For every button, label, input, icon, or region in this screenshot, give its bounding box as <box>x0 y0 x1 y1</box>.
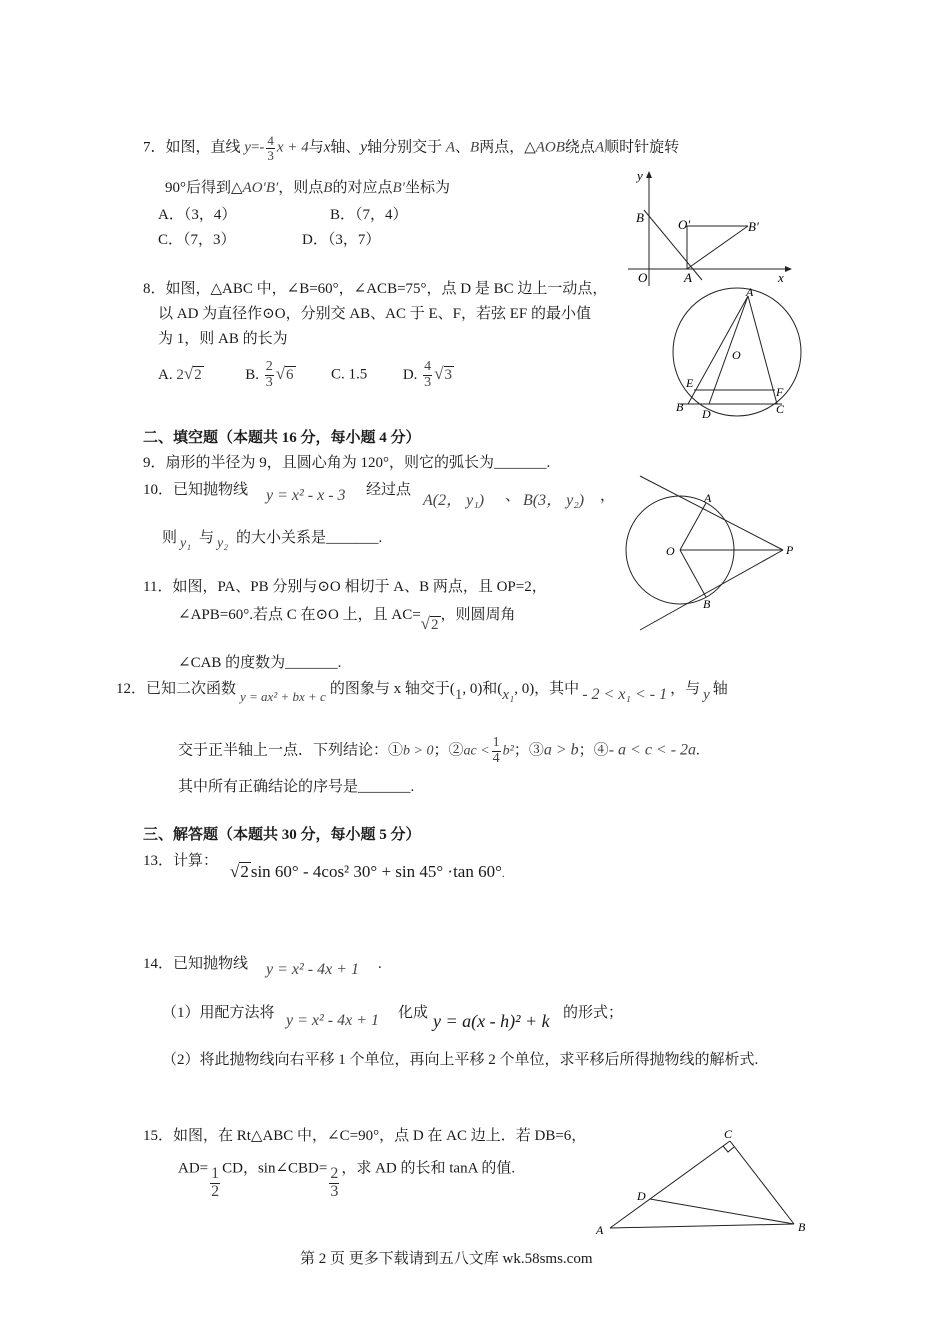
q14-label: 14．已知抛物线 <box>143 956 249 972</box>
q12-line3: 其中所有正确结论的序号是_______. <box>178 779 415 795</box>
q7-line1: 7．如图，直线 y=- $\frac{4}{3}$ x + 4与x轴、y轴分别交于 A、B两点，△AOB绕点A顺时针旋转 <box>143 133 680 163</box>
q13-label: 13．计算： <box>143 853 219 869</box>
q10-line1: 10．已知抛物线 <box>143 482 249 498</box>
q12-line1: 12．已知二次函数 y = ax² + bx + c 的图象与 x 轴交于(1, 0)和(x₁, 0)，其中 - 2 < x₁ < - 1 ，与 y 轴 <box>116 681 728 704</box>
q7-number: 7． <box>143 139 166 156</box>
q15-line2: AD= $\frac{1}{2}$ CD，sin∠CBD= $\frac{2}{3}$ ，求 AD 的长和 tanA 的值. <box>178 1160 516 1200</box>
q8-line1: 8．如图，△ABC 中，∠B=60°，∠ACB=75°，点 D 是 BC 边上一动点， <box>143 281 608 297</box>
q15-line1: 15．如图，在 Rt△ABC 中，∠C=90°，点 D 在 AC 边上．若 DB=6， <box>143 1128 587 1144</box>
q11-fig-a: A <box>704 491 712 505</box>
q11-fig-b: B <box>703 597 711 611</box>
q7-option-b: B．（7，4） <box>330 207 408 223</box>
q7-option-d: D．（3，7） <box>302 232 381 248</box>
q15-fig-b: B <box>798 1220 806 1234</box>
q8-fig-a: A <box>746 285 754 299</box>
q8-figure <box>664 282 804 422</box>
q8-fig-f: F <box>776 385 784 399</box>
q7-fig-a: A <box>684 270 692 285</box>
q8-fig-b: B <box>676 400 684 414</box>
q10-point-b: B(3， y₂) <box>523 492 585 509</box>
q8-options <box>158 360 454 390</box>
section-2-title: 二、填空题（本题共 16 分，每小题 4 分） <box>143 430 421 446</box>
q11-fig-p: P <box>786 543 794 557</box>
q7-line2: 90°后得到△AO′B′，则点B的对应点B′坐标为 <box>165 180 450 196</box>
q11-fig-o: O <box>666 544 675 558</box>
q7-option-c: C．（7，3） <box>158 232 236 248</box>
q8-fig-o: O <box>732 348 741 362</box>
q12-line2: 交于正半轴上一点．下列结论：①b > 0；②ac < $\frac{1}{4}$ b²；③a > b；④- a < c < - 2a. <box>178 735 700 766</box>
q8-option-d: D. $\frac{4}{3}$ √3 <box>402 359 452 390</box>
q7-fig-b1: B′ <box>748 219 759 234</box>
q15-fig-d: D <box>637 1189 646 1203</box>
q7-fig-o: O <box>638 270 648 285</box>
q8-line3: 为 1，则 AB 的长为 <box>158 331 288 347</box>
q14-part1: （1）用配方法将 <box>162 1005 275 1021</box>
q11-figure <box>620 470 800 640</box>
q10-line2: 的大小关系是_______. <box>236 530 383 546</box>
q7-figure <box>620 168 800 292</box>
q14-part2: （2）将此抛物线向右平移 1 个单位，再向上平移 2 个单位，求平移后所得抛物线的解析式. <box>162 1052 759 1068</box>
q14-vertex-form: y = a(x - h)² + k <box>433 1011 550 1031</box>
q8-option-a: A. 2√2 <box>158 363 202 383</box>
q7-fig-x: x <box>778 270 784 285</box>
q7-fig-b: B <box>636 210 644 225</box>
q14-equation: y = x² - 4x + 1 <box>266 961 360 978</box>
q8-fig-c: C <box>776 402 785 416</box>
q10-equation: y = x² - x - 3 <box>266 487 346 504</box>
q15-fig-c: C <box>724 1127 733 1141</box>
q11-line2: ∠APB=60°.若点 C 在⊙O 上，且 AC=√2，则圆周角 <box>178 607 516 633</box>
q7-fig-o1: O′ <box>678 217 691 232</box>
page-footer: 第 2 页 更多下载请到五八文库 wk.58sms.com <box>300 1251 593 1267</box>
q10-point-a: A(2， y₁) <box>423 492 485 509</box>
q7-option-a: A．（3，4） <box>158 207 237 223</box>
q8-option-c: C. 1.5 <box>331 366 368 383</box>
q11-line1: 11．如图，PA、PB 分别与⊙O 相切于 A、B 两点，且 OP=2， <box>143 579 547 595</box>
q9: 9．扇形的半径为 9，且圆心角为 120°，则它的弧长为_______. <box>143 455 551 471</box>
section-3-title: 三、解答题（本题共 30 分，每小题 5 分） <box>143 827 421 843</box>
q7-fig-y: y <box>637 168 643 183</box>
q8-option-b: B. $\frac{2}{3}$ √6 <box>245 359 294 390</box>
q8-fig-d: D <box>702 407 711 421</box>
q8-fig-e: E <box>686 376 694 390</box>
q15-fig-a: A <box>596 1223 604 1237</box>
q7-fraction: $\frac{4}{3}$ <box>267 133 274 163</box>
q13-expression: √2 sin 60° - 4cos² 30° + sin 45° ·tan 60°. <box>230 862 505 881</box>
q11-line3: ∠CAB 的度数为_______. <box>178 655 342 671</box>
q15-figure <box>592 1122 822 1240</box>
q8-line2: 以 AD 为直径作⊙O，分别交 AB、AC 于 E、F，若弦 EF 的最小值 <box>158 306 592 322</box>
